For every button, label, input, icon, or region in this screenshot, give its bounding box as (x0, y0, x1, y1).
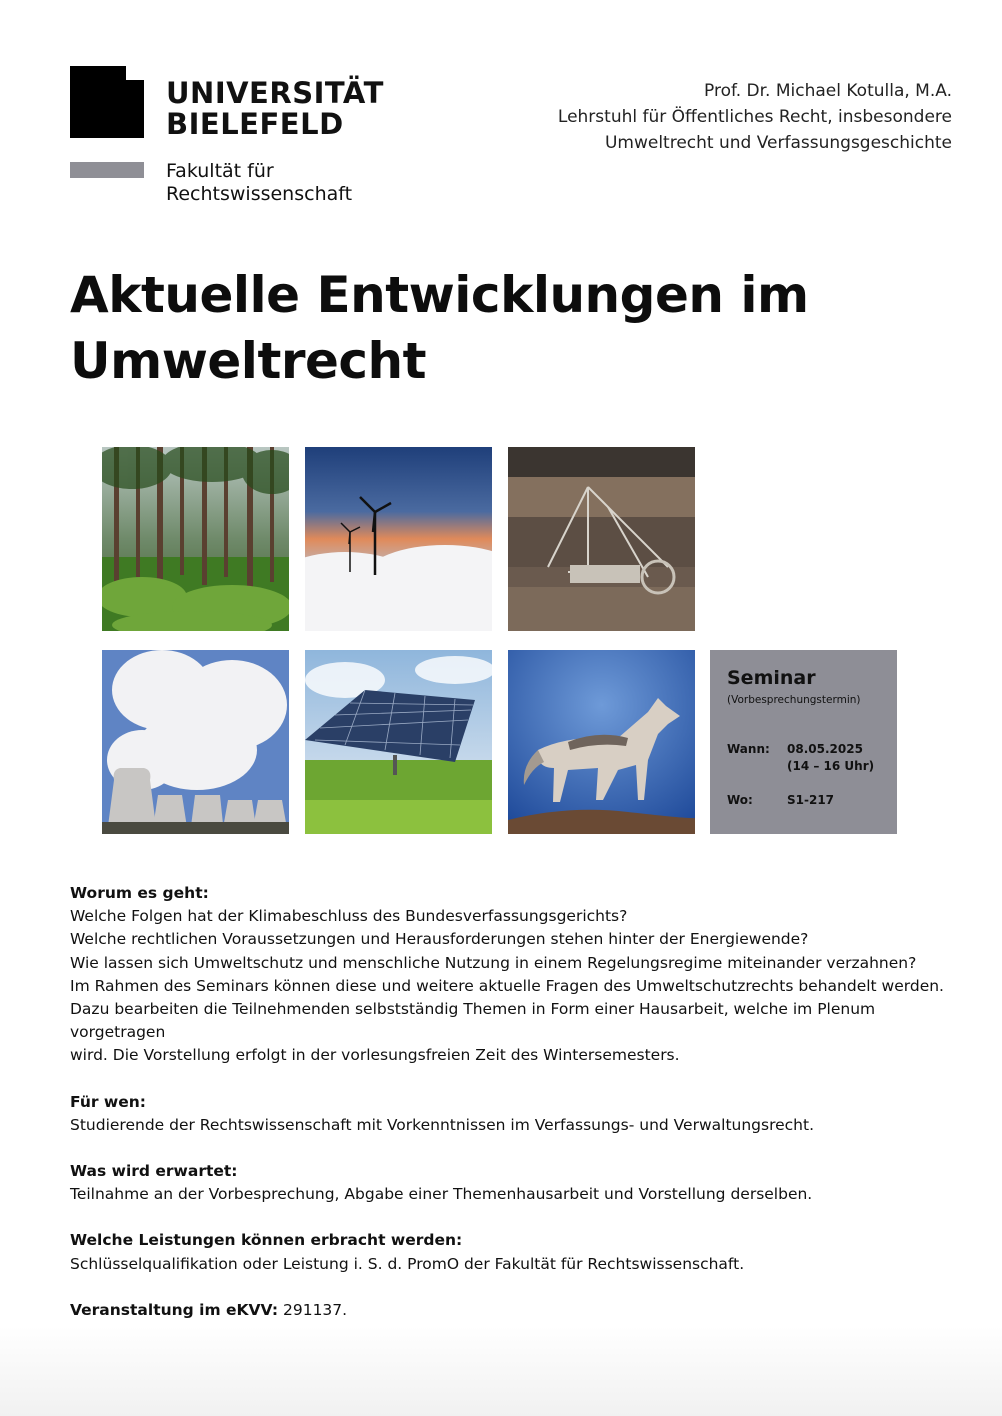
seminar-when-row (727, 741, 897, 775)
section-credits (70, 1229, 960, 1275)
seminar-subtitle: (Vorbesprechungstermin) (727, 694, 861, 706)
seminar-when-label: Wann: (727, 742, 770, 756)
university-name: UNIVERSITÄT BIELEFELD (166, 76, 384, 141)
wolf-photo-icon (508, 650, 695, 834)
university-logo (70, 66, 384, 211)
logo-grey-bar (70, 162, 144, 178)
cooling-towers-photo-icon (102, 650, 289, 834)
chair-info (472, 78, 952, 156)
seminar-where-label: Wo: (727, 793, 753, 807)
ekvv-label: Veranstaltung im eKVV: (70, 1300, 279, 1319)
ekvv-number: 291137. (278, 1300, 348, 1319)
chair-line: Umweltrecht und Verfassungsgeschichte (604, 133, 952, 153)
wind-turbines-photo-icon (305, 447, 492, 631)
section-heading: Worum es geht: (70, 884, 209, 902)
seminar-time: (14 – 16 Uhr) (787, 759, 875, 773)
section-line: Teilnahme an der Vorbesprechung, Abgabe einer Themenhausarbeit und Vorstellung derselben. (70, 1185, 813, 1204)
section-heading: Welche Leistungen können erbracht werden: (70, 1231, 463, 1250)
seminar-info-box (710, 650, 897, 834)
section-line: Welche Folgen hat der Klimabeschluss des Bundesverfassungsgerichts? (70, 907, 628, 926)
section-heading: Für wen: (70, 1092, 146, 1111)
section-audience (70, 1091, 960, 1137)
section-line: Wie lassen sich Umweltschutz und menschliche Nutzung in einem Regelungsregime miteinander verzahnen? (70, 953, 917, 972)
seminar-where-row (727, 792, 897, 809)
seminar-when-value (787, 741, 897, 775)
coal-excavator-photo-icon (508, 447, 695, 631)
forest-photo-icon (102, 447, 289, 631)
chair-line: Lehrstuhl für Öffentliches Recht, insbesondere (557, 107, 952, 127)
faculty-name: Fakultät für Rechtswissenschaft (166, 160, 353, 205)
seminar-title: Seminar (727, 667, 816, 689)
seminar-where-value: S1-217 (787, 793, 835, 807)
chair-line: Prof. Dr. Michael Kotulla, M.A. (704, 81, 952, 101)
section-topic (70, 882, 960, 1068)
section-line: wird. Die Vorstellung erfolgt in der vorlesungsfreien Zeit des Wintersemesters. (70, 1046, 680, 1065)
section-line: Schlüsselqualifikation oder Leistung i. S. d. PromO der Fakultät für Rechtswissenschaft. (70, 1254, 745, 1273)
section-line: Dazu bearbeiten die Teilnehmenden selbstständig Themen in Form einer Hausarbeit, welche im Plenum vorgetragen (70, 1000, 876, 1042)
section-heading: Was wird erwartet: (70, 1162, 238, 1181)
section-line: Welche rechtlichen Voraussetzungen und Herausforderungen stehen hinter der Energiewende? (70, 930, 809, 949)
section-line: Im Rahmen des Seminars können diese und weitere aktuelle Fragen des Umweltschutzrechts behandelt werden. (70, 976, 944, 995)
university-logo-mark-icon (70, 66, 144, 138)
page-title: Aktuelle Entwicklungen im Umweltrecht (70, 266, 809, 390)
section-line: Studierende der Rechtswissenschaft mit Vorkenntnissen im Verfassungs- und Verwaltungsrecht. (70, 1115, 815, 1134)
seminar-date: 08.05.2025 (787, 742, 863, 756)
section-expectations (70, 1160, 960, 1206)
solar-panels-photo-icon (305, 650, 492, 834)
description-body (70, 882, 960, 1345)
ekvv-reference (70, 1299, 960, 1322)
